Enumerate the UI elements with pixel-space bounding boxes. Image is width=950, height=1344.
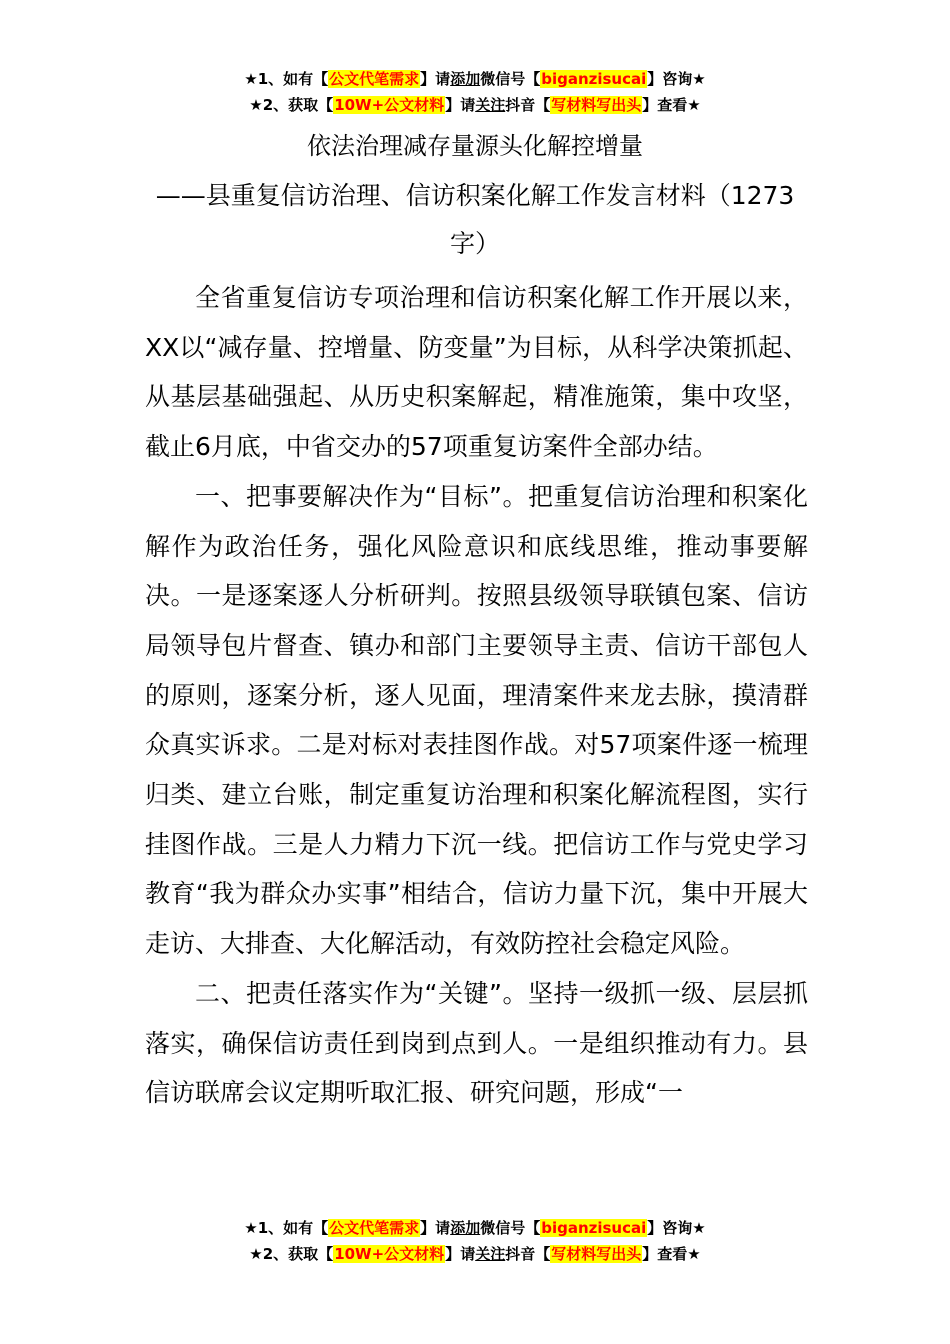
footer-banner — [0, 1215, 950, 1267]
highlight-text: 10W+公文材料 — [334, 1245, 445, 1263]
highlight-text: 公文代笔需求 — [329, 70, 420, 88]
underlined-text: 添加 — [450, 1219, 481, 1237]
banner-text: 】咨询★ — [647, 1219, 706, 1237]
banner-text: 】请 — [445, 96, 476, 114]
banner-text: ★1、如有【 — [244, 70, 329, 88]
banner-text: 】查看★ — [642, 1245, 701, 1263]
banner-text: 】请 — [420, 70, 451, 88]
banner-text: ★1、如有【 — [244, 1219, 329, 1237]
banner-line-1 — [0, 1215, 950, 1241]
banner-text: 】查看★ — [642, 96, 701, 114]
banner-text: ★2、获取【 — [249, 1245, 334, 1263]
paragraph: 全省重复信访专项治理和信访积案化解工作开展以来，XX以“减存量、控增量、防变量”为目标，从科学决策抓起、从基层基础强起、从历史积案解起，精准施策，集中攻坚，截止6月底，中省交办的57项重复访案件全部办结。 — [145, 283, 808, 462]
document-title: 依法治理减存量源头化解控增量 — [307, 132, 643, 160]
banner-text: ★2、获取【 — [249, 96, 334, 114]
banner-text: 微信号【 — [480, 1219, 541, 1237]
underlined-text: 关注 — [475, 1245, 506, 1263]
banner-text: 微信号【 — [480, 70, 541, 88]
underlined-text: 关注 — [475, 96, 506, 114]
document-body — [145, 273, 808, 1118]
paragraph: 二、把责任落实作为“关键”。坚持一级抓一级、层层抓落实，确保信访责任到岗到点到人。一是组织推动有力。县信访联席会议定期听取汇报、研究问题，形成“一 — [145, 978, 808, 1108]
banner-line-2 — [0, 92, 950, 118]
header-banner — [0, 66, 950, 118]
banner-text: 】请 — [420, 1219, 451, 1237]
underlined-text: 添加 — [450, 70, 481, 88]
banner-text: 抖音【 — [505, 1245, 551, 1263]
highlight-text: biganzisucai — [541, 70, 647, 88]
banner-line-2 — [0, 1241, 950, 1267]
paragraph: 一、把事要解决作为“目标”。把重复信访治理和积案化解作为政治任务，强化风险意识和底线思维，推动事要解决。一是逐案逐人分析研判。按照县级领导联镇包案、信访局领导包片督查、镇办和部门主要领导主责、信访干部包人的原则，逐案分析，逐人见面，理清案件来龙去脉，摸清群众真实诉求。二是对标对表挂图作战。对57项案件逐一梳理归类、建立台账，制定重复访治理和积案化解流程图，实行挂图作战。三是人力精力下沉一线。把信访工作与党史学习教育“我为群众办实事”相结合，信访力量下沉，集中开展大走访、大排查、大化解活动，有效防控社会稳定风险。 — [145, 481, 808, 959]
banner-text: 】咨询★ — [647, 70, 706, 88]
highlight-text: 写材料写出头 — [551, 1245, 642, 1263]
document-subtitle: ——县重复信访治理、信访积案化解工作发言材料（1273字） — [155, 181, 795, 258]
banner-text: 】请 — [445, 1245, 476, 1263]
highlight-text: 10W+公文材料 — [334, 96, 445, 114]
banner-line-1 — [0, 66, 950, 92]
highlight-text: 公文代笔需求 — [329, 1219, 420, 1237]
banner-text: 抖音【 — [505, 96, 551, 114]
highlight-text: 写材料写出头 — [551, 96, 642, 114]
highlight-text: biganzisucai — [541, 1219, 647, 1237]
